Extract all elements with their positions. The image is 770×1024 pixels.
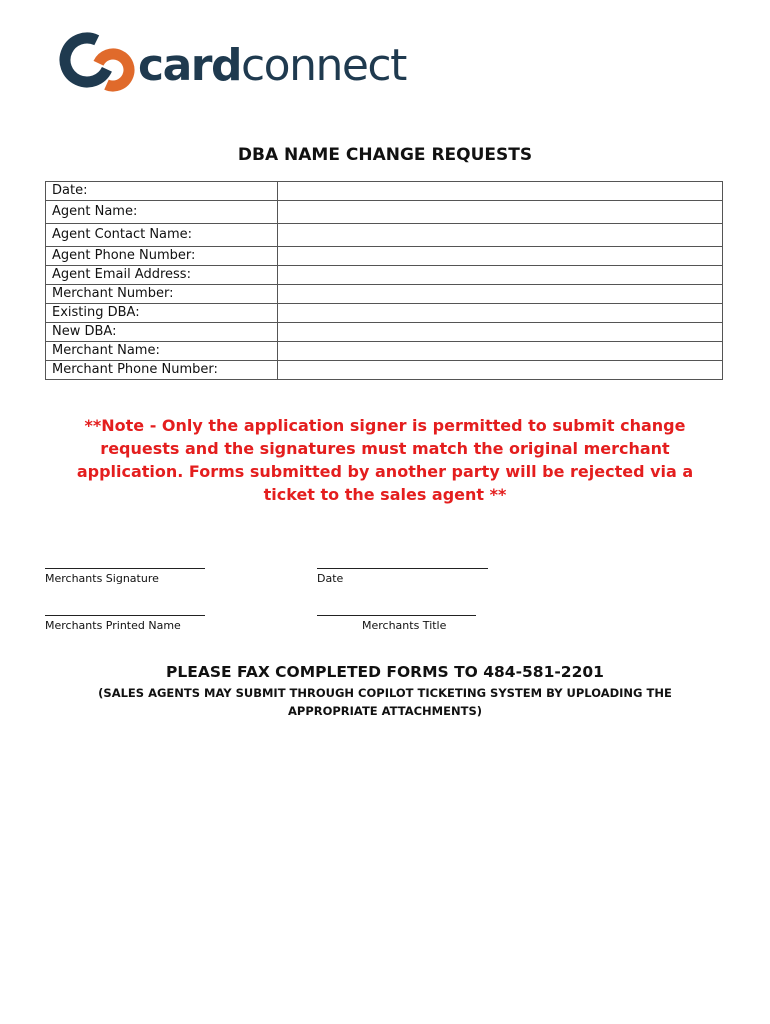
date-signature-line[interactable] — [317, 568, 488, 569]
form-row-existing-dba — [46, 304, 723, 323]
cardconnect-logo-icon — [58, 30, 142, 102]
form-row-agent-email — [46, 266, 723, 285]
form-label: Agent Name: — [46, 201, 278, 224]
form-label: New DBA: — [46, 323, 278, 342]
request-form-table — [45, 181, 723, 380]
logo-text-connect: connect — [240, 40, 406, 91]
merchant-signature-line[interactable] — [45, 568, 205, 569]
merchant-title-line[interactable] — [317, 615, 476, 616]
form-row-agent-name — [46, 201, 723, 224]
form-label: Merchant Phone Number: — [46, 361, 278, 380]
existing-dba-field[interactable] — [278, 304, 723, 323]
form-row-merchant-name — [46, 342, 723, 361]
merchant-signature-label: Merchants Signature — [45, 572, 159, 585]
logo-wordmark — [138, 34, 406, 98]
form-label: Agent Email Address: — [46, 266, 278, 285]
logo-text-card: card — [138, 40, 241, 91]
merchant-title-label: Merchants Title — [362, 619, 447, 632]
form-row-date — [46, 182, 723, 201]
cardconnect-logo — [58, 30, 408, 102]
form-label: Existing DBA: — [46, 304, 278, 323]
date-field[interactable] — [278, 182, 723, 201]
agent-name-field[interactable] — [278, 201, 723, 224]
printed-name-line[interactable] — [45, 615, 205, 616]
form-row-agent-contact-name — [46, 224, 723, 247]
form-label: Merchant Name: — [46, 342, 278, 361]
merchant-name-field[interactable] — [278, 342, 723, 361]
agent-contact-name-field[interactable] — [278, 224, 723, 247]
form-title: DBA NAME CHANGE REQUESTS — [237, 145, 533, 165]
signer-note: **Note - Only the application signer is permitted to submit change requests and the signatures must match the original merchant application. Forms submitted by another party will be rejected via a ticket to the sales agent ** — [76, 416, 694, 504]
date-signature-label: Date — [317, 572, 344, 585]
merchant-number-field[interactable] — [278, 285, 723, 304]
agent-phone-field[interactable] — [278, 247, 723, 266]
merchant-phone-field[interactable] — [278, 361, 723, 380]
new-dba-field[interactable] — [278, 323, 723, 342]
form-row-merchant-phone — [46, 361, 723, 380]
printed-name-label: Merchants Printed Name — [45, 619, 181, 632]
fax-instruction: PLEASE FAX COMPLETED FORMS TO 484-581-2201 — [166, 663, 604, 681]
form-row-new-dba — [46, 323, 723, 342]
agent-email-field[interactable] — [278, 266, 723, 285]
sales-agent-instruction: (SALES AGENTS MAY SUBMIT THROUGH COPILOT TICKETING SYSTEM BY UPLOADING THE APPROPRIATE ATTACHMENTS) — [98, 686, 672, 718]
form-label: Merchant Number: — [46, 285, 278, 304]
form-label: Agent Phone Number: — [46, 247, 278, 266]
form-label: Agent Contact Name: — [46, 224, 278, 247]
form-row-agent-phone — [46, 247, 723, 266]
form-row-merchant-number — [46, 285, 723, 304]
form-label: Date: — [46, 182, 278, 201]
